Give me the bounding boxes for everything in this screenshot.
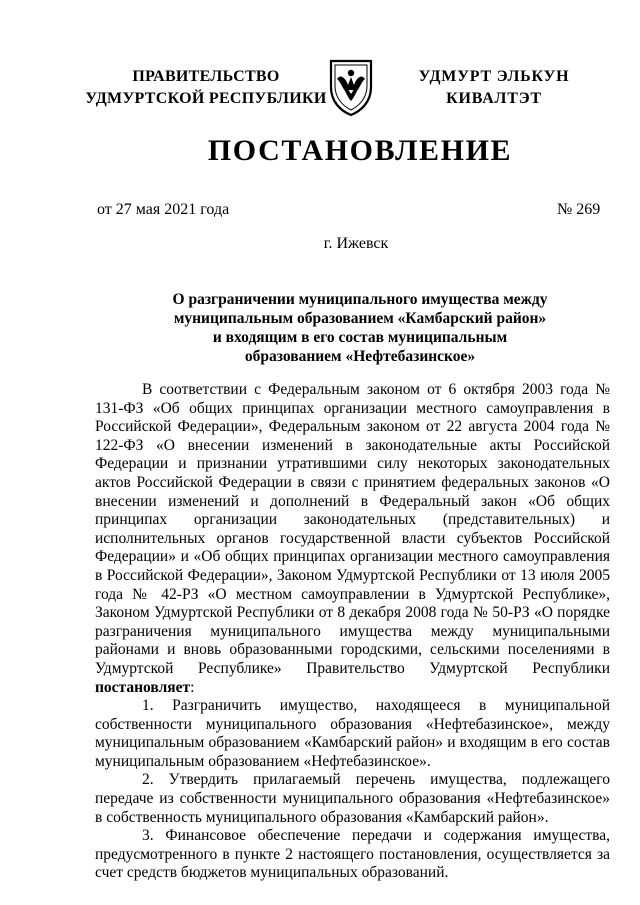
header-left-line1: ПРАВИТЕЛЬСТВО: [132, 68, 280, 85]
header-right-line1: УДМУРТ ЭЛЬКУН: [418, 68, 570, 85]
document-title: ПОСТАНОВЛЕНИЕ: [207, 134, 513, 167]
preamble-paragraph: [95, 381, 610, 697]
subject-line3: и входящим в его состав муниципальным: [212, 329, 508, 346]
subject-line4: образованием «Нефтебазинское»: [244, 348, 476, 365]
document-body: [95, 381, 610, 883]
document-subject: [110, 290, 610, 366]
preamble-text: В соответствии с Федеральным законом от 6 октября 2003 года № 131-ФЗ «Об общих принципах организации местного самоуправления в Российской Федерации», Федеральным законом от 22 августа 2004 года № 122-ФЗ «О внесении изменений в законодательные акты Российской Федерации и признании утратившими силу некоторых законодательных актов Российской Федерации в связи с принятием федеральных законов «О внесении изменений и дополнений в Федеральный закон «Об общих принципах организации законодательных (представительных) и исполнительных органов государственной власти субъектов Российской Федерации» и «Об общих принципах организации местного самоуправления в Российской Федерации», Законом Удмуртской Республики от 13 июля 2005 года № 42-РЗ «О местном самоуправлении в Удмуртской Республике», Законом Удмуртской Республики от 8 декабря 2008 года № 50-РЗ «О порядке разграничения муниципального имущества между муниципальными районами и вновь образованными городскими, сельскими поселениями в Удмуртской Республике» Правительство Удмуртской Республики: [95, 381, 610, 677]
subject-line2: муниципальным образованием «Камбарский район»: [173, 310, 547, 327]
header-right-line2: КИВАЛТЭТ: [446, 90, 542, 107]
header-government-udm: [408, 66, 580, 110]
header-government-ru: [76, 66, 336, 110]
document-city: г. Ижевск: [323, 235, 389, 252]
subject-line1: О разграничении муниципального имущества между: [172, 291, 548, 308]
header-left-line2: УДМУРТСКОЙ РЕСПУБЛИКИ: [85, 90, 327, 107]
item-2: 2. Утвердить прилагаемый перечень имущества, подлежащего передаче из собственности муниципального образования «Нефтебазинское» в собственность муниципального образования «Камбарский район».: [95, 771, 610, 826]
item-1: 1. Разграничить имущество, находящееся в муниципальной собственности муниципального образования «Нефтебазинское», между муниципальным образованием «Камбарский район» и входящим в его состав муниципальным образованием «Нефтебазинское».: [95, 697, 610, 770]
udmurt-coat-of-arms-icon: [327, 57, 375, 117]
decree-colon: :: [190, 678, 195, 696]
document-date: от 27 мая 2021 года: [97, 201, 230, 218]
document-number: № 269: [557, 201, 601, 218]
decree-word: постановляет: [95, 678, 191, 696]
item-3: 3. Финансовое обеспечение передачи и содержания имущества, предусмотренного в пункте 2 настоящего постановления, осуществляется за счет средств бюджетов муниципальных образований.: [95, 827, 610, 882]
